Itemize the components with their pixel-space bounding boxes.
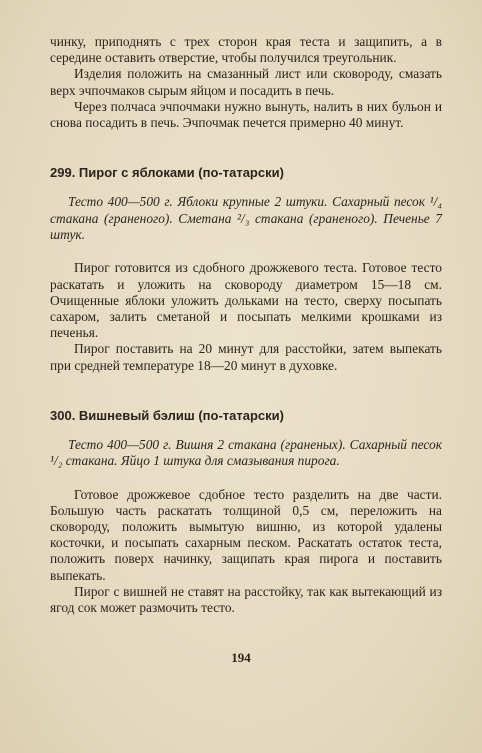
recipe-300-ingredients: Тесто 400—500 г. Вишня 2 стакана (граненых). Сахарный песок ¹/₂ стакана. Яйцо 1 штука для смазывания пирога. [50,436,442,469]
recipe-300-paragraph-1: Готовое дрожжевое сдобное тесто разделить на две части. Большую часть раскатать толщиной 0,5 см, переложить на сковороду, положить вымытую вишню, из которой удалены косточки, и посыпать сахарным песком. Раскатать остаток теста, положить поверх начинку, защипать края пирога и поставить выпекать. [50,486,442,583]
recipe-299-ingredients: Тесто 400—500 г. Яблоки крупные 2 штуки. Сахарный песок ¹/₄ стакана (граненого). Сметана ²/₃ стакана (граненого). Печенье 7 штук. [50,194,442,243]
recipe-299-title: 299. Пирог с яблоками (по-татарски) [50,165,284,181]
intro-paragraph-1: чинку, приподнять с трех сторон края теста и защипить, а в середине оставить отверстие, чтобы получился треугольник. [50,34,442,66]
recipe-300-paragraph-2: Пирог с вишней не ставят на расстойку, так как вытекающий из ягод сок может размочить тесто. [50,583,442,616]
recipe-300-title: 300. Вишневый бэлиш (по-татарски) [50,407,284,423]
page-number: 194 [231,650,251,665]
recipe-299-paragraph-1: Пирог готовится из сдобного дрожжевого теста. Готовое тесто раскатать и уложить на сковороду диаметром 15—18 см. Очищенные яблоки уложить дольками на тесто, сверху посыпать сахаром, залить сметаной и посыпать мелкими крошками из печенья. [50,260,442,341]
recipe-299-paragraph-2: Пирог поставить на 20 минут для расстойки, затем выпекать при средней температуре 18—20 минут в духовке. [50,341,442,373]
intro-paragraph-2: Изделия положить на смазанный лист или сковороду, смазать верх эчпочмаков сырым яйцом и посадить в печь. [50,66,442,98]
intro-paragraph-3: Через полчаса эчпочмаки нужно вынуть, налить в них бульон и снова посадить в печь. Эчпочмак печется примерно 40 минут. [50,98,442,131]
